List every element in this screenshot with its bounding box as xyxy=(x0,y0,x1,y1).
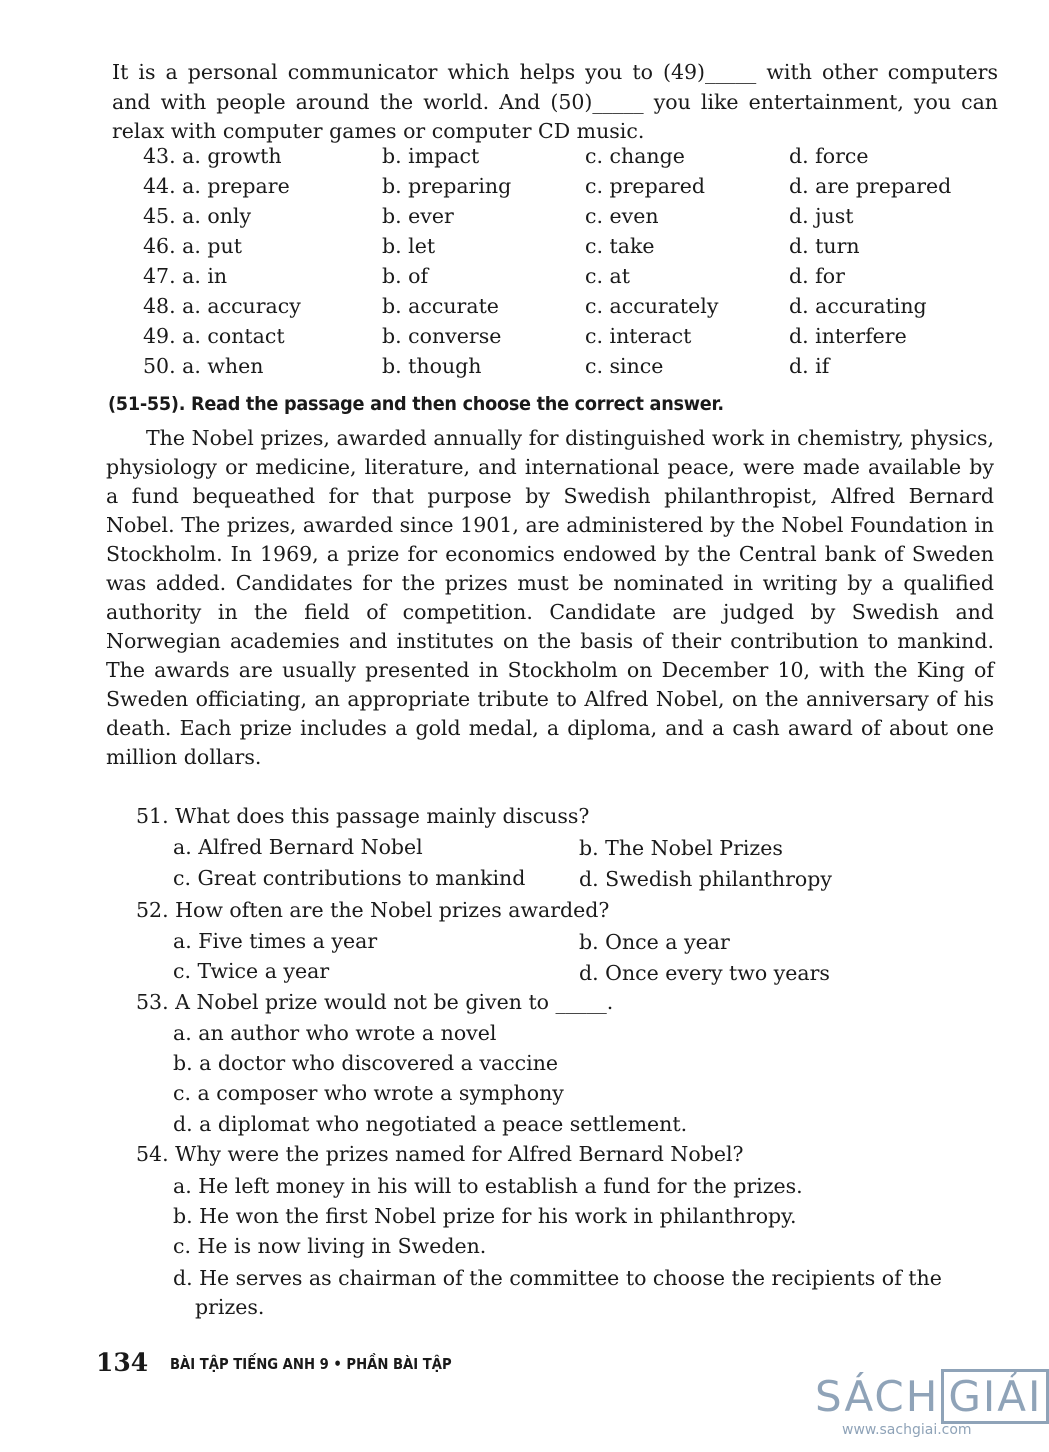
intro-paragraph: It is a personal communicator which helps you to (49)_____ with other computers and with people around the world. And (50)_____ you like entertainment, you can relax with computer games or computer CD music. xyxy=(112,60,998,143)
option-47-c: c. at xyxy=(585,264,630,288)
watermark-brand-left: SÁCH xyxy=(815,1372,940,1421)
option-49-c: c. interact xyxy=(585,324,692,348)
answer-54-b: b. He won the first Nobel prize for his work in philanthropy. xyxy=(173,1204,797,1228)
option-45-c: c. even xyxy=(585,204,659,228)
watermark-brand-right: GIẢI xyxy=(941,1369,1049,1424)
answer-53-b: b. a doctor who discovered a vaccine xyxy=(173,1051,559,1075)
option-47-b: b. of xyxy=(382,264,429,288)
option-47-d: d. for xyxy=(789,264,845,288)
answer-51-c: c. Great contributions to mankind xyxy=(173,866,526,890)
option-row-49 xyxy=(0,324,1024,354)
option-44-d: d. are prepared xyxy=(789,174,952,198)
reading-passage: The Nobel prizes, awarded annually for distinguished work in chemistry, physics, physiology or medicine, literature, and international peace, were made available by a fund bequeathed for that purpose by Swedish philanthropist, Alfred Bernard Nobel. The prizes, awarded since 1901, are administered by the Nobel Foundation in Stockholm. In 1969, a prize for economics endowed by the Central bank of Sweden was added. Candidates for the prizes must be nominated in writing by a qualified authority in the field of competition. Candidate are judged by Swedish and Norwegian academies and institutes on the basis of their contribution to mankind. The awards are usually presented in Stockholm on December 10, with the King of Sweden officiating, an appropriate tribute to Alfred Nobel, on the anniversary of his death. Each prize includes a gold medal, a diploma, and a cash award of about one million dollars. xyxy=(106,426,994,769)
page-number: 134 xyxy=(96,1348,149,1377)
book-title: BÀI TẬP TIẾNG ANH 9 • PHẦN BÀI TẬP xyxy=(170,1355,452,1373)
option-43-c: c. change xyxy=(585,144,685,168)
option-43-d: d. force xyxy=(789,144,869,168)
option-50-a: 50. a. when xyxy=(143,354,264,378)
watermark-url: www.sachgiai.com xyxy=(842,1422,972,1438)
answer-51-a: a. Alfred Bernard Nobel xyxy=(173,835,423,859)
option-44-b: b. preparing xyxy=(382,174,512,198)
option-48-c: c. accurately xyxy=(585,294,719,318)
option-46-d: d. turn xyxy=(789,234,860,258)
question-53: 53. A Nobel prize would not be given to _____. xyxy=(136,990,614,1014)
answer-53-d: d. a diplomat who negotiated a peace settlement. xyxy=(173,1112,688,1136)
option-row-48 xyxy=(0,294,1024,324)
option-48-d: d. accurating xyxy=(789,294,927,318)
answer-52-a: a. Five times a year xyxy=(173,929,378,953)
answer-53-c: c. a composer who wrote a symphony xyxy=(173,1081,564,1105)
option-45-a: 45. a. only xyxy=(143,204,252,228)
option-row-50 xyxy=(0,354,1024,384)
option-49-d: d. interfere xyxy=(789,324,907,348)
section-heading: (51-55). Read the passage and then choose the correct answer. xyxy=(108,393,724,415)
option-45-b: b. ever xyxy=(382,204,454,228)
option-45-d: d. just xyxy=(789,204,854,228)
option-50-d: d. if xyxy=(789,354,830,378)
option-row-43 xyxy=(0,144,1024,174)
answer-53-a: a. an author who wrote a novel xyxy=(173,1021,497,1045)
answer-51-d: d. Swedish philanthropy xyxy=(579,867,832,891)
option-43-a: 43. a. growth xyxy=(143,144,282,168)
option-44-a: 44. a. prepare xyxy=(143,174,290,198)
answer-54-a: a. He left money in his will to establish a fund for the prizes. xyxy=(173,1174,803,1198)
option-48-b: b. accurate xyxy=(382,294,499,318)
option-row-47 xyxy=(0,264,1024,294)
option-row-44 xyxy=(0,174,1024,204)
watermark-logo xyxy=(815,1372,1049,1421)
option-46-b: b. let xyxy=(382,234,436,258)
option-49-a: 49. a. contact xyxy=(143,324,285,348)
option-50-b: b. though xyxy=(382,354,482,378)
option-row-46 xyxy=(0,234,1024,264)
answer-52-d: d. Once every two years xyxy=(579,961,830,985)
option-48-a: 48. a. accuracy xyxy=(143,294,301,318)
question-52: 52. How often are the Nobel prizes awarded? xyxy=(136,898,610,922)
answer-54-c: c. He is now living in Sweden. xyxy=(173,1234,487,1258)
answer-52-b: b. Once a year xyxy=(579,930,730,954)
option-49-b: b. converse xyxy=(382,324,502,348)
question-54: 54. Why were the prizes named for Alfred Bernard Nobel? xyxy=(136,1142,744,1166)
option-row-45 xyxy=(0,204,1024,234)
option-50-c: c. since xyxy=(585,354,664,378)
option-46-a: 46. a. put xyxy=(143,234,242,258)
question-51: 51. What does this passage mainly discuss? xyxy=(136,804,590,828)
option-46-c: c. take xyxy=(585,234,655,258)
option-47-a: 47. a. in xyxy=(143,264,228,288)
answer-54-d: d. He serves as chairman of the committee to choose the recipients of the prizes. xyxy=(173,1266,942,1319)
option-44-c: c. prepared xyxy=(585,174,705,198)
answer-51-b: b. The Nobel Prizes xyxy=(579,836,783,860)
answer-52-c: c. Twice a year xyxy=(173,959,330,983)
option-43-b: b. impact xyxy=(382,144,480,168)
